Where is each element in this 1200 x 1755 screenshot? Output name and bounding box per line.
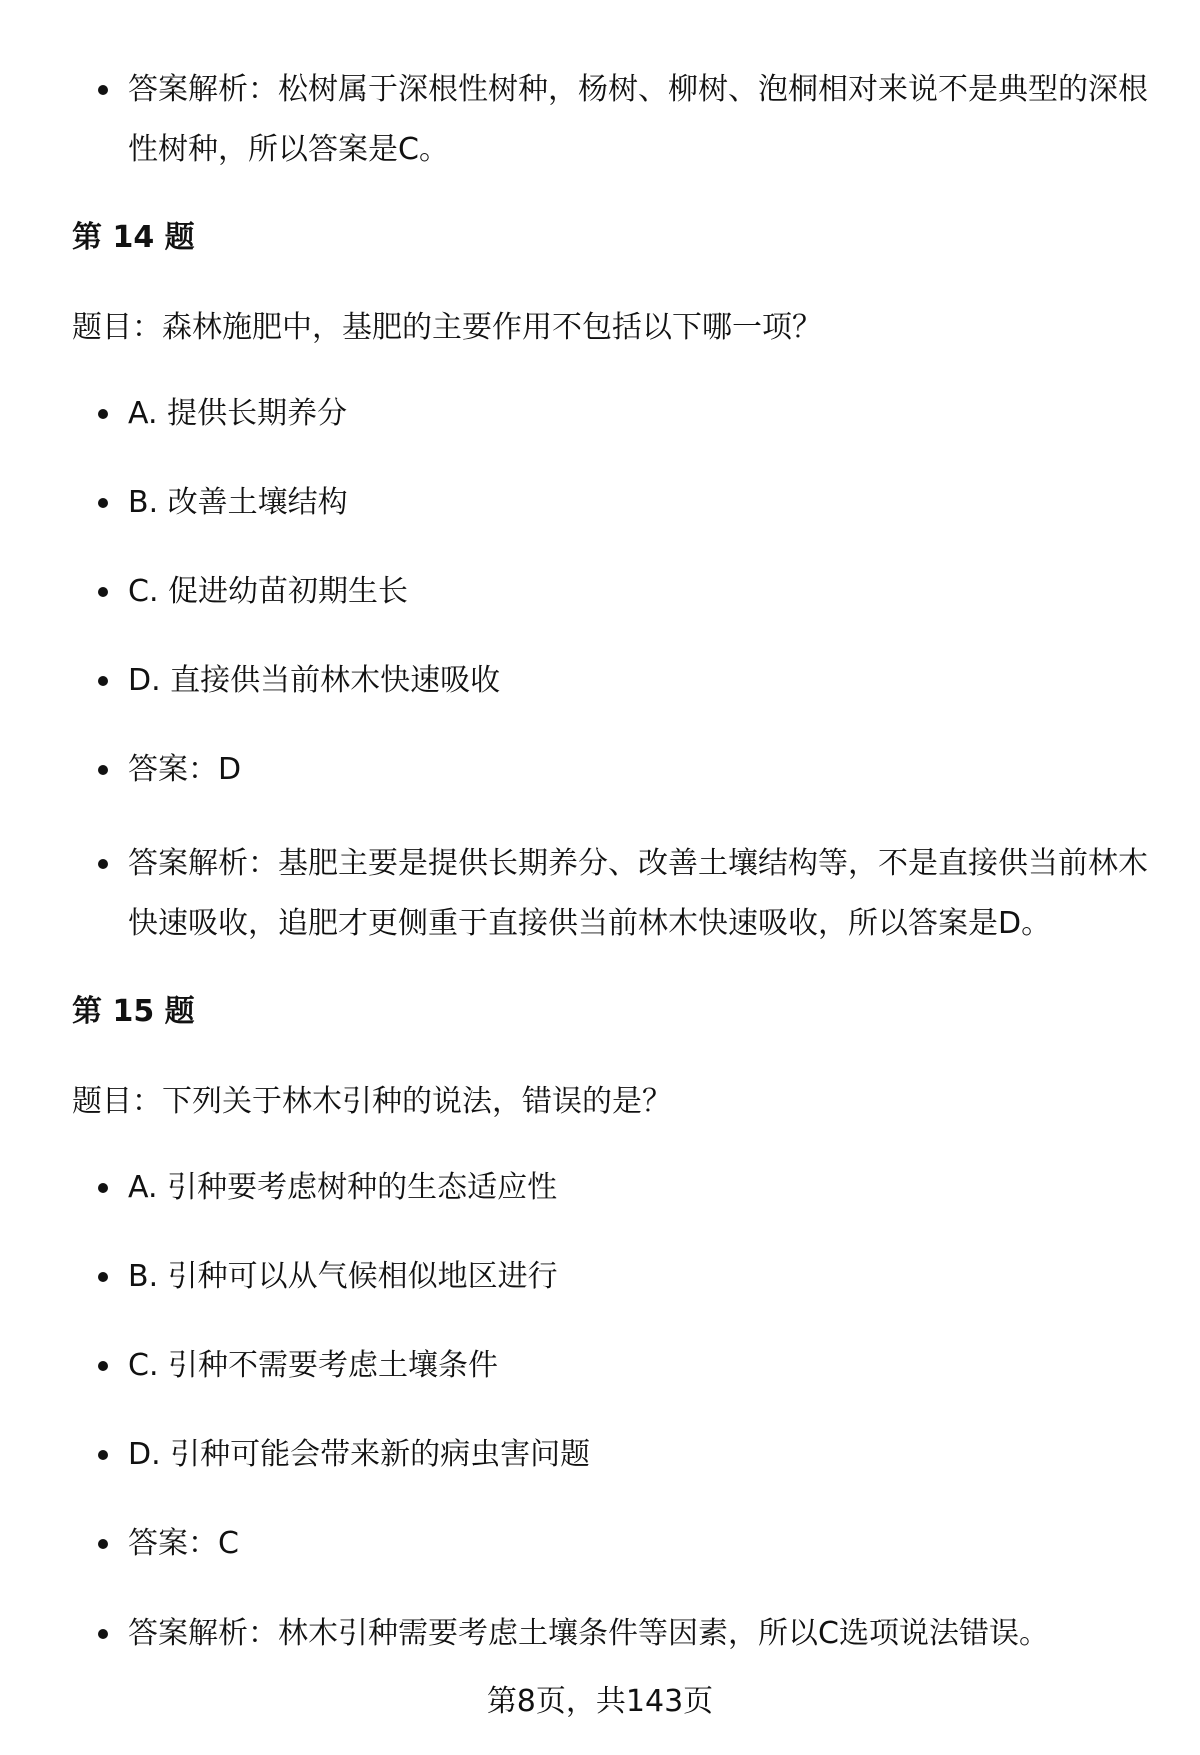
option-text: A. 提供长期养分 bbox=[128, 396, 348, 431]
list-item-option bbox=[98, 1425, 1148, 1485]
option-text: D. 直接供当前林木快速吸收 bbox=[128, 663, 501, 698]
question-text: 题目：下列关于林木引种的说法，错误的是？ bbox=[72, 1084, 672, 1119]
list-item-option bbox=[98, 384, 1148, 444]
list-item-option bbox=[98, 651, 1148, 711]
explanation-text: 答案解析：林木引种需要考虑土壤条件等因素，所以C选项说法错误。 bbox=[128, 1616, 1049, 1651]
list-item-option bbox=[98, 1158, 1148, 1218]
option-text: B. 改善土壤结构 bbox=[128, 485, 348, 520]
question-heading: 第 14 题 bbox=[72, 220, 195, 255]
question-heading: 第 15 题 bbox=[72, 994, 195, 1029]
option-text: C. 促进幼苗初期生长 bbox=[128, 574, 409, 609]
list-item-explanation bbox=[98, 1604, 1148, 1664]
list-item-option bbox=[98, 473, 1148, 533]
explanation-text: 答案解析：松树属于深根性树种，杨树、柳树、泡桐相对来说不是典型的深根性树种，所以答案是C。 bbox=[128, 72, 1148, 167]
question-text: 题目：森林施肥中，基肥的主要作用不包括以下哪一项？ bbox=[72, 310, 822, 345]
list-item-explanation bbox=[98, 834, 1148, 954]
page-indicator: 第8页，共143页 bbox=[486, 1684, 714, 1719]
answer-text: 答案：C bbox=[128, 1526, 239, 1561]
option-text: D. 引种可能会带来新的病虫害问题 bbox=[128, 1437, 591, 1472]
explanation-text: 答案解析：基肥主要是提供长期养分、改善土壤结构等，不是直接供当前林木快速吸收，追肥才更侧重于直接供当前林木快速吸收，所以答案是D。 bbox=[128, 846, 1148, 941]
list-item-option bbox=[98, 1336, 1148, 1396]
list-item-option bbox=[98, 1247, 1148, 1307]
list-item-explanation bbox=[98, 60, 1148, 180]
option-text: B. 引种可以从气候相似地区进行 bbox=[128, 1259, 558, 1294]
list-item-option bbox=[98, 562, 1148, 622]
list-item-answer bbox=[98, 1514, 1148, 1574]
option-text: C. 引种不需要考虑土壤条件 bbox=[128, 1348, 499, 1383]
list-item-answer bbox=[98, 740, 1148, 800]
option-text: A. 引种要考虑树种的生态适应性 bbox=[128, 1170, 558, 1205]
answer-text: 答案：D bbox=[128, 752, 242, 787]
